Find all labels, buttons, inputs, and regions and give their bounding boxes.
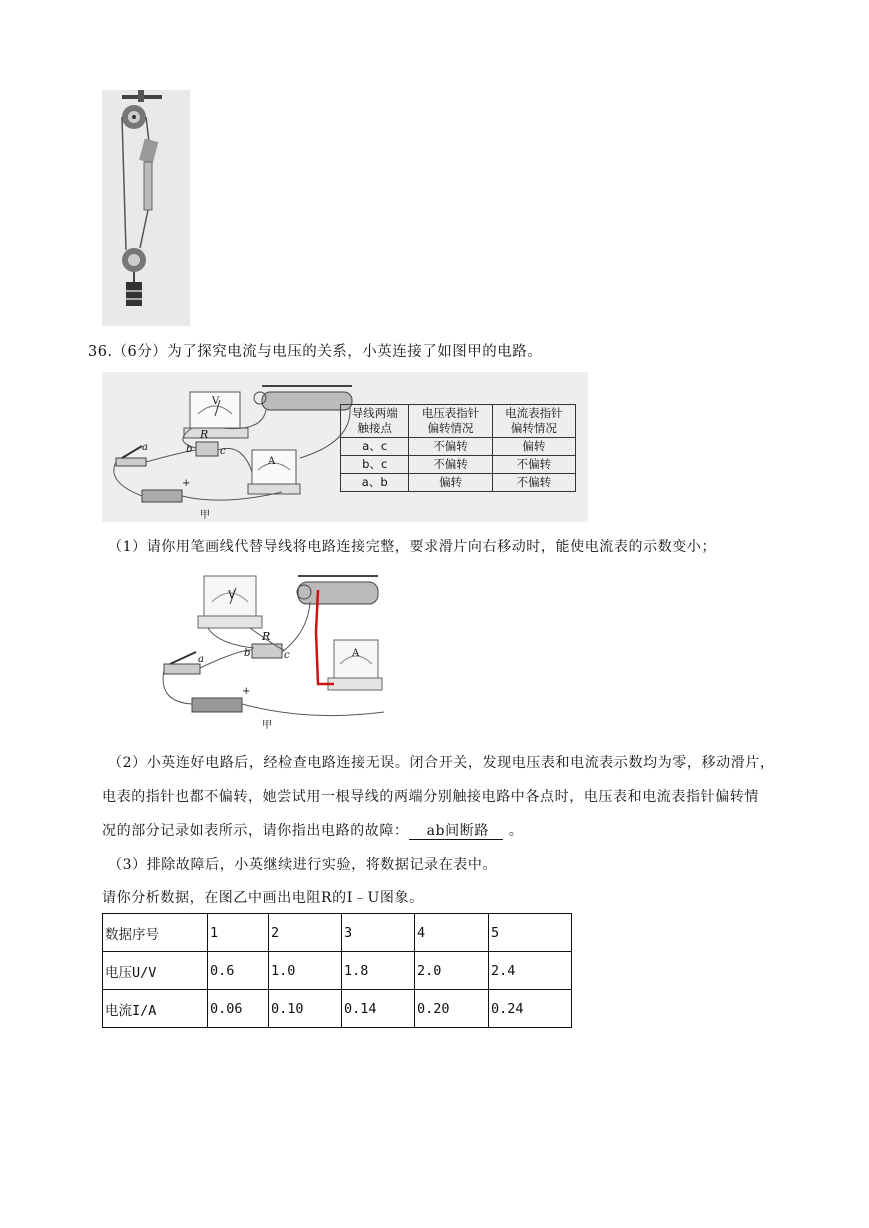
observation-cell: 不偏转: [409, 456, 492, 474]
part1-text: （1）请你用笔画线代替导线将电路连接完整，要求滑片向右移动时，能使电流表的示数变小；: [108, 539, 717, 555]
observation-cell: b、c: [341, 456, 409, 474]
observation-header-row: [341, 405, 576, 438]
circuit-answer-figure: [158, 572, 390, 732]
table-cell: 0.24: [489, 990, 572, 1028]
table-row: [103, 952, 572, 990]
table-cell: 0.14: [342, 990, 415, 1028]
answer-label-b: b: [244, 648, 251, 659]
table-cell: 4: [415, 914, 489, 952]
part2-line1: （2）小英连好电路后，经检查电路连接无误。闭合开关，发现电压表和电流表示数均为零，移动滑片，: [108, 755, 775, 771]
table-cell: 5: [489, 914, 572, 952]
table-cell: 数据序号: [103, 914, 208, 952]
answer-label-plus: +: [242, 686, 251, 697]
observation-cell: 不偏转: [409, 438, 492, 456]
observation-row: [341, 456, 576, 474]
observation-header-cell: 电流表指针 偏转情况: [492, 405, 575, 438]
table-row: [103, 990, 572, 1028]
pulley-figure: [102, 90, 190, 326]
table-cell: 2.0: [415, 952, 489, 990]
observation-cell: 不偏转: [492, 456, 575, 474]
table-cell: 电压U/V: [103, 952, 208, 990]
answer-label-v: V: [228, 590, 236, 601]
label-b: b: [186, 444, 193, 455]
observation-header-cell: 导线两端 触接点: [341, 405, 409, 438]
answer-label-r: R: [262, 630, 271, 643]
table-cell: 2.4: [489, 952, 572, 990]
part2-line3-prefix: 况的部分记录如表所示，请你指出电路的故障：: [102, 823, 409, 839]
table-cell: 2: [269, 914, 342, 952]
observation-cell: a、c: [341, 438, 409, 456]
part2-line2: 电表的指针也都不偏转，她尝试用一根导线的两端分别触接电路中各点时，电压表和电流表指针偏转情: [102, 789, 759, 805]
part2-line3: [102, 820, 524, 840]
part3-line2: 请你分析数据，在图乙中画出电阻R的I﹣U图象。: [102, 890, 424, 906]
answer-label-a: a: [198, 654, 204, 665]
observation-cell: a、b: [341, 474, 409, 492]
label-r: R: [200, 428, 209, 441]
label-c: c: [220, 446, 226, 457]
observation-header-cell: 电压表指针 偏转情况: [409, 405, 492, 438]
table-cell: 0.06: [208, 990, 269, 1028]
label-plus: +: [182, 478, 191, 489]
observation-row: [341, 474, 576, 492]
label-a: a: [142, 442, 148, 453]
observation-cell: 偏转: [409, 474, 492, 492]
question-header: 36.（6分）为了探究电流与电压的关系，小英连接了如图甲的电路。: [88, 344, 543, 360]
table-cell: 1: [208, 914, 269, 952]
circuit-figure-jia: [102, 372, 588, 522]
caption-jia: 甲: [200, 510, 210, 521]
answer-label-c: c: [284, 650, 290, 661]
table-cell: 1.0: [269, 952, 342, 990]
table-cell: 电流I/A: [103, 990, 208, 1028]
table-cell: 3: [342, 914, 415, 952]
observation-table: [340, 404, 576, 492]
answer-caption-jia: 甲: [262, 720, 272, 731]
observation-cell: 偏转: [492, 438, 575, 456]
table-row: [103, 914, 572, 952]
observation-cell: 不偏转: [492, 474, 575, 492]
label-a-meter: A: [268, 456, 276, 467]
label-v: V: [212, 396, 220, 407]
data-table: [102, 913, 572, 1028]
table-cell: 0.20: [415, 990, 489, 1028]
table-cell: 1.8: [342, 952, 415, 990]
table-cell: 0.10: [269, 990, 342, 1028]
observation-row: [341, 438, 576, 456]
fault-answer: ab间断路: [409, 823, 503, 840]
table-cell: 0.6: [208, 952, 269, 990]
part3-line1: （3）排除故障后，小英继续进行实验，将数据记录在表中。: [108, 857, 498, 873]
answer-label-a-meter: A: [352, 648, 360, 659]
part2-line3-suffix: 。: [508, 823, 524, 839]
